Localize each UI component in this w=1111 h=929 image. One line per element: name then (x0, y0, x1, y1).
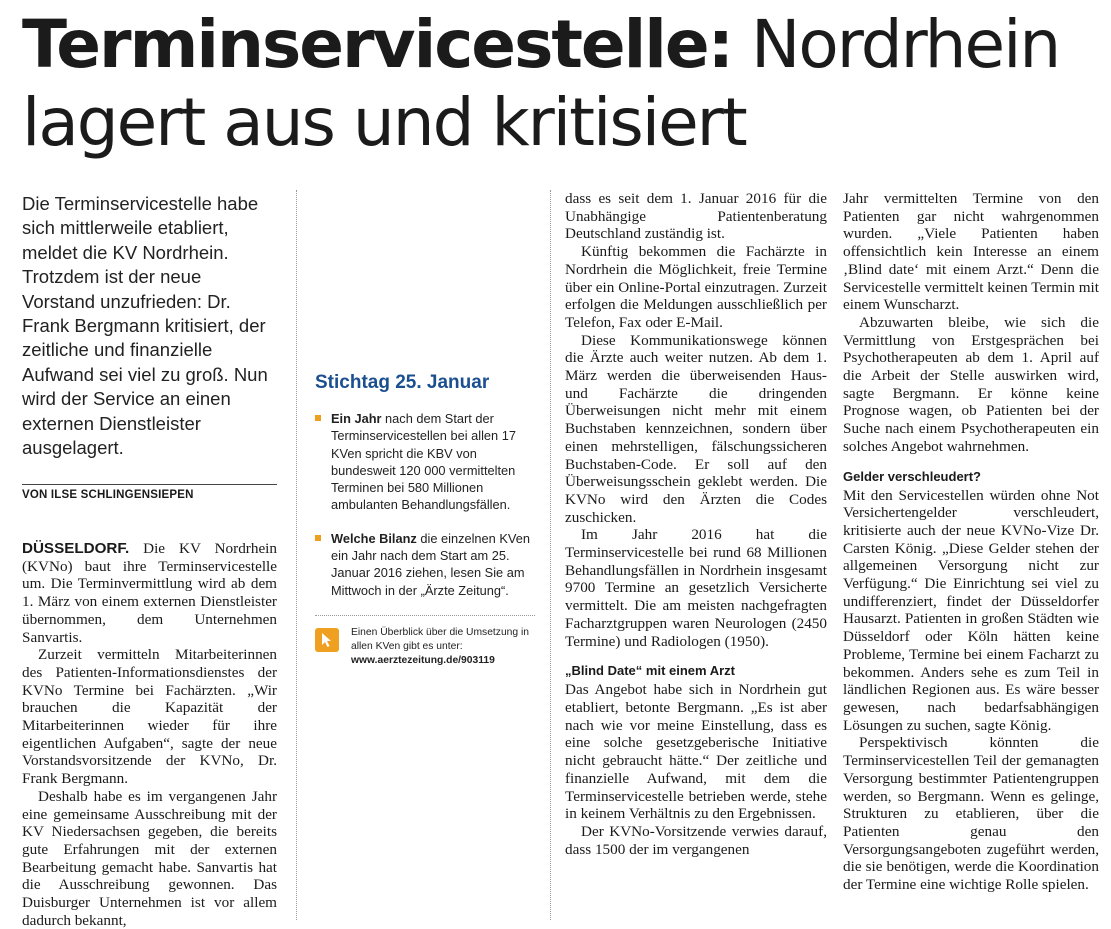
column-4 (843, 190, 1099, 894)
paragraph: Perspektivisch könnten die Terminservicestellen Teil der gemanagten Versorgung bestimmter Patientengruppen werden, so Bergmann. Wenn es gelinge, Strukturen zu etablieren, über die Patienten genau den Versorgungsangeboten zugeführt werden, die sie benötigen, werde die Koordination der Termine eine wichtige Rolle spielen. (843, 734, 1099, 894)
subheading: „Blind Date“ mit einem Arzt (565, 663, 735, 679)
paragraph: Mit den Servicestellen würden ohne Not Versichertengelder verschleudert, kritisierte auch der neue KVNo-Vize Dr. Carsten König. „Diese Gelder stehen der allgemeinen Versorgung nicht zur Verfügung.“ Die Einrichtung sei viel zu undifferenziert, findet der Düsseldorfer Hausarzt. Patienten in großen Städten wie Düsseldorf oder Köln hätten keine Probleme, Termine bei einem Facharzt zu bekommen. Anders sehe es zum Teil in ländlichen Regionen aus. Es wäre besser gewesen, nach bedarfsabhängigen Lösungen zu suchen, sagte König. (843, 486, 1099, 734)
headline-bold: Terminservicestelle: (22, 6, 733, 83)
paragraph: Der KVNo-Vorsitzende verwies darauf, dass 1500 der im vergangenen (565, 822, 827, 858)
byline-rule (22, 484, 277, 485)
column-1 (22, 540, 277, 929)
paragraph-text: Die KV Nordrhein (KVNo) baut ihre Terminservicestelle um. Die Terminvermittlung wird ab dem 1. März von einem externen Dienstleister übernommen, dem Unternehmen Sanvartis. (22, 540, 277, 646)
subheading: Gelder verschleudert? (843, 468, 981, 484)
web-tip-text: Einen Überblick über die Umsetzung in allen KVen gibt es unter: (351, 626, 529, 652)
square-bullet-icon (315, 535, 321, 541)
info-box-item-text: nach dem Start der Terminservicestellen bei allen 17 KVen spricht die KBV von bundesweit 120 000 vermittelten Terminen bei 580 Millionen ambulanten Behandlungsfällen. (331, 411, 516, 513)
paragraph: Künftig bekommen die Fachärzte in Nordrhein die Möglichkeit, freie Termine über ein Online-Portal einzutragen. Zurzeit erfolgen die Meldungen ausschließlich per Telefon, Fax oder E-Mail. (565, 243, 827, 331)
info-box (315, 372, 535, 668)
info-box-item (315, 530, 535, 599)
column-3 (565, 190, 827, 858)
byline: VON ILSE SCHLINGENSIEPEN (22, 489, 194, 501)
paragraph: Deshalb habe es im vergangenen Jahr eine gemeinsame Ausschreibung mit der KV Niedersachsen gegeben, die bereits gute Erfahrungen mit der externen Bearbeitung gemacht habe. Sanvartis hat die Ausschreibung gewonnen. Das Duisburger Unternehmen ist vor allem dadurch bekannt, (22, 787, 277, 929)
paragraph: Jahr vermittelten Termine von den Patienten gar nicht wahrgenommen wurden. „Viele Patienten haben offensichtlich kein Interesse an einem ‚Blind date‘ mit einem Arzt.“ Denn die Servicestelle vermittelt keinen Termin mit einem Wunscharzt. (843, 190, 1099, 314)
headline-rest: Nordrhein lagert aus und kritisiert (22, 6, 1060, 161)
dateline: DÜSSELDORF. (22, 540, 130, 557)
paragraph: Abzuwarten bleibe, wie sich die Vermittlung von Erstgesprächen bei Psychotherapeuten ab dem 1. April auf die Arbeit der Stelle auswirken wird, sagte Bergmann. Er könne keine Prognose wagen, ob Patienten bei der Suche nach einem Psychotherapeuten ein solches Angebot wahrnehmen. (843, 313, 1099, 455)
web-tip (315, 626, 535, 668)
paragraph: Im Jahr 2016 hat die Terminservicestelle bei rund 68 Millionen Behandlungsfällen in Nordrhein insgesamt 9700 Termine an gesetzlich Versicherte vermittelt. Die am meisten nachgefragten Facharztgruppen waren Neurologen (2450 Termine) und Radiologen (1950). (565, 526, 827, 650)
info-box-item (315, 410, 535, 514)
info-box-item-bold: Ein Jahr (331, 411, 382, 426)
paragraph: Zurzeit vermitteln Mitarbeiterinnen des Patienten-Informationsdienstes der KVNo Termine bei Fachärzten. „Wir brauchen die Kapazität der Mitarbeiterinnen wieder für ihre eigentlichen Aufgaben“, sagte der neue Vorstandsvorsitzende der KVNo, Dr. Frank Bergmann. (22, 646, 277, 788)
paragraph (22, 540, 277, 646)
paragraph: Diese Kommunikationswege können die Ärzte auch weiter nutzen. Ab dem 1. März werden die überweisenden Haus- und Fachärzte die dringenden Überweisungen nicht mehr mit einem Buchstaben kennzeichnen, sondern über einen mehrstelligen, fälschungssicheren Buchstaben-Code. Er soll auf den Überweisungsschein geklebt werden. Die KVNo wird den Ärzten die Codes zuschicken. (565, 331, 827, 526)
paragraph: dass es seit dem 1. Januar 2016 für die Unabhängige Patientenberatung Deutschland zuständig ist. (565, 190, 827, 243)
info-box-item-text: die einzelnen KVen ein Jahr nach dem Start am 25. Januar 2016 ziehen, lesen Sie am Mittwoch in der „Ärzte Zeitung“. (331, 530, 530, 598)
lead-paragraph: Die Terminservicestelle habe sich mittlerweile etabliert, meldet die KV Nordrhein. Trotzdem ist der neue Vorstand unzufrieden: Dr. Frank Bergmann kritisiert, der zeitliche und finanzielle Aufwand sei viel zu groß. Nun wird der Service an einen externen Dienstleister ausgelagert. (22, 193, 268, 459)
info-box-title: Stichtag 25. Januar (315, 372, 490, 393)
cursor-pointer-icon (315, 628, 339, 652)
web-tip-link[interactable]: www.aerztezeitung.de/903119 (351, 654, 495, 666)
info-box-divider (315, 615, 535, 616)
headline (22, 6, 1102, 162)
column-divider (296, 190, 297, 920)
square-bullet-icon (315, 415, 321, 421)
info-box-item-bold: Welche Bilanz (331, 530, 417, 546)
paragraph: Das Angebot habe sich in Nordrhein gut etabliert, betonte Bergmann. „Es ist aber nach wie vor meine Einstellung, dass es eine solche gesetzgeberische Initiative nicht gebraucht hätte.“ Der zeitliche und finanzielle Aufwand, mit dem die Terminservicestelle betrieben werde, stehe in keinem Verhältnis zu den Ergebnissen. (565, 681, 827, 823)
column-divider (550, 190, 551, 920)
